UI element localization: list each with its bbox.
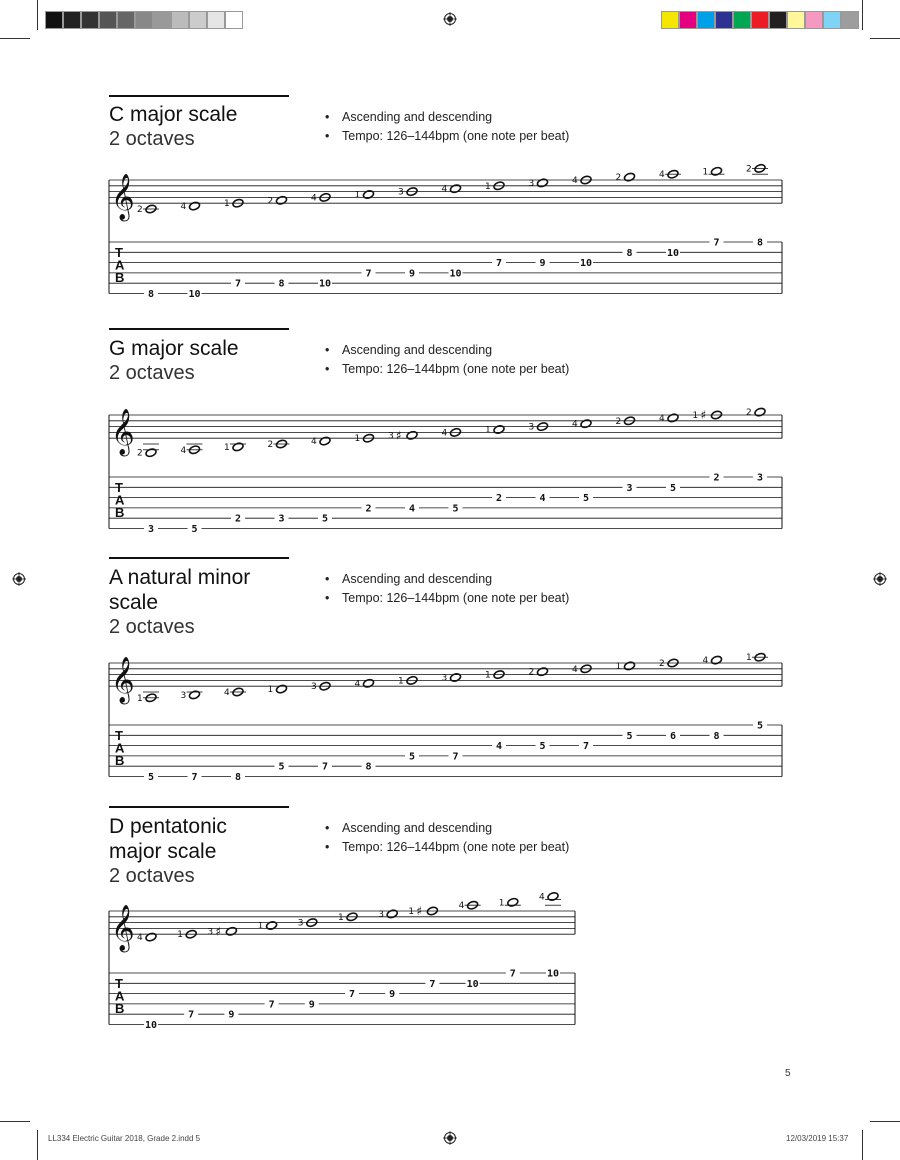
tab-letter: B xyxy=(115,753,125,768)
octave-range: 2 octaves xyxy=(109,362,195,384)
fret-number: 7 xyxy=(321,761,329,773)
octave-range: 2 octaves xyxy=(109,616,195,638)
fret-number: 9 xyxy=(228,1009,235,1021)
tab-letter: T xyxy=(115,480,123,495)
scale-name: C major scale xyxy=(109,103,238,126)
whole-note xyxy=(493,425,505,435)
color-swatch xyxy=(45,11,63,29)
finger-number: 2 xyxy=(137,205,143,215)
whole-note xyxy=(580,419,592,429)
instruction-list xyxy=(325,108,569,146)
finger-number: 3 xyxy=(528,178,535,189)
finger-number: 1 xyxy=(615,661,622,672)
color-swatch xyxy=(679,11,697,29)
whole-note xyxy=(623,661,635,671)
fret-number: 7 xyxy=(268,999,275,1011)
color-swatch xyxy=(805,11,823,29)
fret-number: 3 xyxy=(626,482,633,494)
finger-number: 1 xyxy=(267,685,274,696)
registration-mark-icon xyxy=(443,12,457,26)
fret-number: 7 xyxy=(188,1009,195,1021)
instruction-item: • Tempo: 126–144bpm (one note per beat) xyxy=(325,838,569,857)
instruction-list xyxy=(325,341,569,379)
tab-letter: T xyxy=(115,976,123,991)
fret-number: 6 xyxy=(669,730,677,742)
fret-number: 7 xyxy=(509,968,516,980)
whole-note xyxy=(406,430,418,440)
tab-letter: B xyxy=(115,270,125,285)
fret-number: 5 xyxy=(582,493,590,505)
color-swatch xyxy=(661,11,679,29)
crop-mark xyxy=(37,0,38,30)
scale-name: D pentatonic major scale xyxy=(109,815,227,863)
crop-mark xyxy=(862,1130,863,1160)
color-swatch xyxy=(823,11,841,29)
tab-letter: A xyxy=(115,492,125,508)
whole-note xyxy=(710,655,722,665)
fret-number: 7 xyxy=(495,258,503,270)
whole-note xyxy=(232,442,244,452)
fret-number: 5 xyxy=(147,772,155,783)
tab-letter: B xyxy=(115,1001,125,1016)
footer-timestamp: 12/03/2019 15:37 xyxy=(786,1134,849,1143)
finger-number: 4 xyxy=(458,901,465,912)
whole-note xyxy=(145,448,157,458)
instruction-list xyxy=(325,819,569,857)
instruction-item: • Tempo: 126–144bpm (one note per beat) xyxy=(325,589,569,608)
fret-number: 10 xyxy=(666,247,680,259)
crop-mark xyxy=(862,0,863,30)
finger-number: 2 xyxy=(615,416,622,427)
finger-number: 2 xyxy=(267,196,274,207)
section-title xyxy=(109,336,309,386)
tab-letter: T xyxy=(115,245,123,260)
whole-note xyxy=(188,690,200,700)
finger-number: 3 xyxy=(441,673,448,684)
crop-mark xyxy=(0,38,30,39)
color-swatch xyxy=(697,11,715,29)
tab-letter: B xyxy=(115,505,125,520)
sharp-accidental-icon: ♯ xyxy=(215,924,222,939)
instruction-item: • Tempo: 126–144bpm (one note per beat) xyxy=(325,127,569,146)
scale-score xyxy=(0,636,900,786)
treble-clef-icon: 𝄞 xyxy=(111,409,135,455)
fret-number: 5 xyxy=(452,503,459,515)
fret-number: 9 xyxy=(308,999,315,1011)
color-swatch xyxy=(787,11,805,29)
whole-note xyxy=(449,184,461,194)
whole-note xyxy=(536,178,548,188)
instruction-list xyxy=(325,570,569,608)
finger-number: 1 xyxy=(398,676,404,687)
color-swatch xyxy=(841,11,859,29)
fret-number: 7 xyxy=(582,741,590,753)
finger-number: 3 xyxy=(528,422,535,433)
finger-number: 4 xyxy=(311,193,317,204)
finger-number: 2 xyxy=(528,667,535,678)
fret-number: 5 xyxy=(191,524,198,535)
finger-number: 4 xyxy=(137,933,143,944)
page-number: 5 xyxy=(785,1068,791,1079)
sharp-accidental-icon: ♯ xyxy=(700,408,707,422)
whole-note xyxy=(275,195,287,205)
section-rule xyxy=(109,806,289,808)
tab-letter: T xyxy=(115,728,123,743)
finger-number: 3 xyxy=(297,918,304,929)
section-rule xyxy=(109,328,289,330)
instruction-item: • Ascending and descending xyxy=(325,819,569,838)
finger-number: 1 xyxy=(354,434,361,445)
fret-number: 8 xyxy=(278,278,285,290)
finger-number: 1 xyxy=(485,425,491,436)
whole-note xyxy=(225,926,237,936)
finger-number: 3 xyxy=(180,690,187,701)
finger-number: 2 xyxy=(746,164,752,175)
whole-note xyxy=(362,678,374,688)
fret-number: 8 xyxy=(365,761,372,773)
color-swatch-bar xyxy=(661,11,859,29)
sharp-accidental-icon: ♯ xyxy=(396,428,402,443)
finger-number: 1 xyxy=(224,442,230,453)
finger-number: 1 xyxy=(338,912,344,923)
color-swatch xyxy=(153,11,171,29)
fret-number: 7 xyxy=(234,278,242,290)
treble-clef-icon: 𝄞 xyxy=(111,174,135,220)
whole-note xyxy=(386,909,398,919)
finger-number: 1 xyxy=(692,411,699,421)
fret-number: 10 xyxy=(449,268,462,280)
section-rule xyxy=(109,95,289,97)
finger-number: 2 xyxy=(137,448,143,459)
scale-score xyxy=(0,388,900,538)
fret-number: 5 xyxy=(539,741,546,753)
treble-clef-icon: 𝄞 xyxy=(111,657,135,703)
whole-note xyxy=(266,921,278,931)
gray-swatch-bar xyxy=(45,11,243,29)
finger-number: 1 xyxy=(485,670,491,681)
fret-number: 10 xyxy=(579,258,593,270)
finger-number: 4 xyxy=(572,419,578,430)
whole-note xyxy=(145,932,157,942)
whole-note xyxy=(536,667,548,677)
instruction-item: • Ascending and descending xyxy=(325,108,569,127)
fret-number: 9 xyxy=(389,989,396,1001)
finger-number: 4 xyxy=(180,445,187,456)
color-swatch xyxy=(751,11,769,29)
finger-number: 3 xyxy=(398,187,404,198)
finger-number: 4 xyxy=(539,892,545,903)
fret-number: 5 xyxy=(278,761,285,773)
fret-number: 2 xyxy=(234,513,242,525)
color-swatch xyxy=(63,11,81,29)
fret-number: 7 xyxy=(348,989,356,1001)
color-swatch xyxy=(769,11,787,29)
fret-number: 7 xyxy=(365,268,372,280)
finger-number: 1 xyxy=(257,921,264,932)
crop-mark xyxy=(870,1121,900,1122)
color-swatch xyxy=(225,11,243,29)
scale-score xyxy=(0,153,900,303)
finger-number: 4 xyxy=(572,176,578,186)
finger-number: 2 xyxy=(267,440,274,450)
fret-number: 8 xyxy=(626,247,633,259)
fret-number: 9 xyxy=(539,258,546,270)
fret-number: 7 xyxy=(191,772,198,783)
fret-number: 4 xyxy=(539,493,546,505)
finger-number: 4 xyxy=(180,202,187,213)
scale-name: G major scale xyxy=(109,337,239,360)
fret-number: 2 xyxy=(365,503,372,515)
color-swatch xyxy=(715,11,733,29)
finger-number: 4 xyxy=(224,688,230,698)
section-title xyxy=(109,565,309,640)
whole-note xyxy=(362,190,374,200)
finger-number: 2 xyxy=(659,659,665,669)
crop-mark xyxy=(0,1121,30,1122)
whole-note xyxy=(754,407,766,417)
finger-number: 4 xyxy=(441,428,448,439)
finger-number: 1 xyxy=(137,693,143,704)
whole-note xyxy=(275,684,287,694)
fret-number: 8 xyxy=(147,289,155,300)
fret-number: 5 xyxy=(626,730,633,742)
fret-number: 5 xyxy=(756,720,764,732)
fret-number: 5 xyxy=(669,482,677,494)
finger-number: 4 xyxy=(441,184,448,195)
octave-range: 2 octaves xyxy=(109,128,195,150)
color-swatch xyxy=(117,11,135,29)
fret-number: 8 xyxy=(713,730,720,742)
registration-mark-icon xyxy=(873,572,887,586)
finger-number: 2 xyxy=(746,408,752,419)
finger-number: 4 xyxy=(311,437,317,448)
fret-number: 5 xyxy=(408,751,416,763)
fret-number: 10 xyxy=(188,289,201,300)
whole-note xyxy=(319,436,331,446)
fret-number: 4 xyxy=(495,741,503,753)
fret-number: 10 xyxy=(318,278,332,290)
color-swatch xyxy=(99,11,117,29)
finger-number: 1 xyxy=(177,930,183,941)
octave-range: 2 octaves xyxy=(109,865,195,887)
finger-number: 1 xyxy=(224,199,230,210)
finger-number: 4 xyxy=(659,170,665,181)
finger-number: 4 xyxy=(702,656,709,667)
section-title xyxy=(109,102,309,152)
finger-number: 3 xyxy=(311,682,317,693)
finger-number: 1 xyxy=(354,190,361,201)
registration-mark-icon xyxy=(443,1131,457,1145)
whole-note xyxy=(547,892,559,902)
finger-number: 1 xyxy=(408,907,415,917)
whole-note xyxy=(623,172,635,182)
finger-number: 3 xyxy=(207,927,214,938)
crop-mark xyxy=(37,1130,38,1160)
whole-note xyxy=(449,673,461,683)
instruction-item: • Ascending and descending xyxy=(325,341,569,360)
color-swatch xyxy=(81,11,99,29)
fret-number: 7 xyxy=(452,751,459,763)
fret-number: 10 xyxy=(466,978,479,990)
fret-number: 2 xyxy=(713,472,720,484)
finger-number: 1 xyxy=(746,653,752,664)
color-swatch xyxy=(189,11,207,29)
finger-number: 2 xyxy=(615,173,622,184)
section-rule xyxy=(109,557,289,559)
whole-note xyxy=(667,413,679,423)
finger-number: 4 xyxy=(659,413,665,424)
fret-number: 3 xyxy=(278,513,285,525)
finger-number: 4 xyxy=(572,664,578,675)
tab-letter: A xyxy=(115,988,125,1004)
fret-number: 2 xyxy=(495,493,503,505)
scale-score xyxy=(0,884,900,1034)
fret-number: 8 xyxy=(756,237,764,249)
finger-number: 3 xyxy=(388,431,394,442)
scale-name: A natural minor scale xyxy=(109,566,251,614)
finger-number: 1 xyxy=(702,167,709,178)
crop-mark xyxy=(870,38,900,39)
fret-number: 10 xyxy=(546,968,560,980)
fret-number: 3 xyxy=(756,472,764,484)
fret-number: 4 xyxy=(408,503,416,515)
fret-number: 9 xyxy=(408,268,416,280)
instruction-item: • Ascending and descending xyxy=(325,570,569,589)
whole-note xyxy=(507,897,519,907)
finger-number: 1 xyxy=(485,181,491,192)
fret-number: 3 xyxy=(147,524,155,535)
finger-number: 3 xyxy=(378,909,384,920)
fret-number: 7 xyxy=(429,978,436,990)
fret-number: 5 xyxy=(321,513,329,525)
finger-number: 4 xyxy=(354,679,361,690)
finger-number: 1 xyxy=(498,898,505,909)
color-swatch xyxy=(171,11,189,29)
section-title xyxy=(109,814,309,889)
instruction-item: • Tempo: 126–144bpm (one note per beat) xyxy=(325,360,569,379)
fret-number: 10 xyxy=(144,1020,158,1031)
color-swatch xyxy=(207,11,225,29)
color-swatch xyxy=(135,11,153,29)
tab-letter: A xyxy=(115,257,125,273)
treble-clef-icon: 𝄞 xyxy=(111,905,135,951)
whole-note xyxy=(188,201,200,211)
tab-letter: A xyxy=(115,740,125,756)
sharp-accidental-icon: ♯ xyxy=(416,904,423,918)
footer-file-info: LL334 Electric Guitar 2018, Grade 2.indd 5 xyxy=(48,1134,201,1143)
fret-number: 7 xyxy=(713,237,720,249)
registration-mark-icon xyxy=(12,572,26,586)
fret-number: 8 xyxy=(234,772,242,783)
whole-note xyxy=(710,166,722,176)
color-swatch xyxy=(733,11,751,29)
